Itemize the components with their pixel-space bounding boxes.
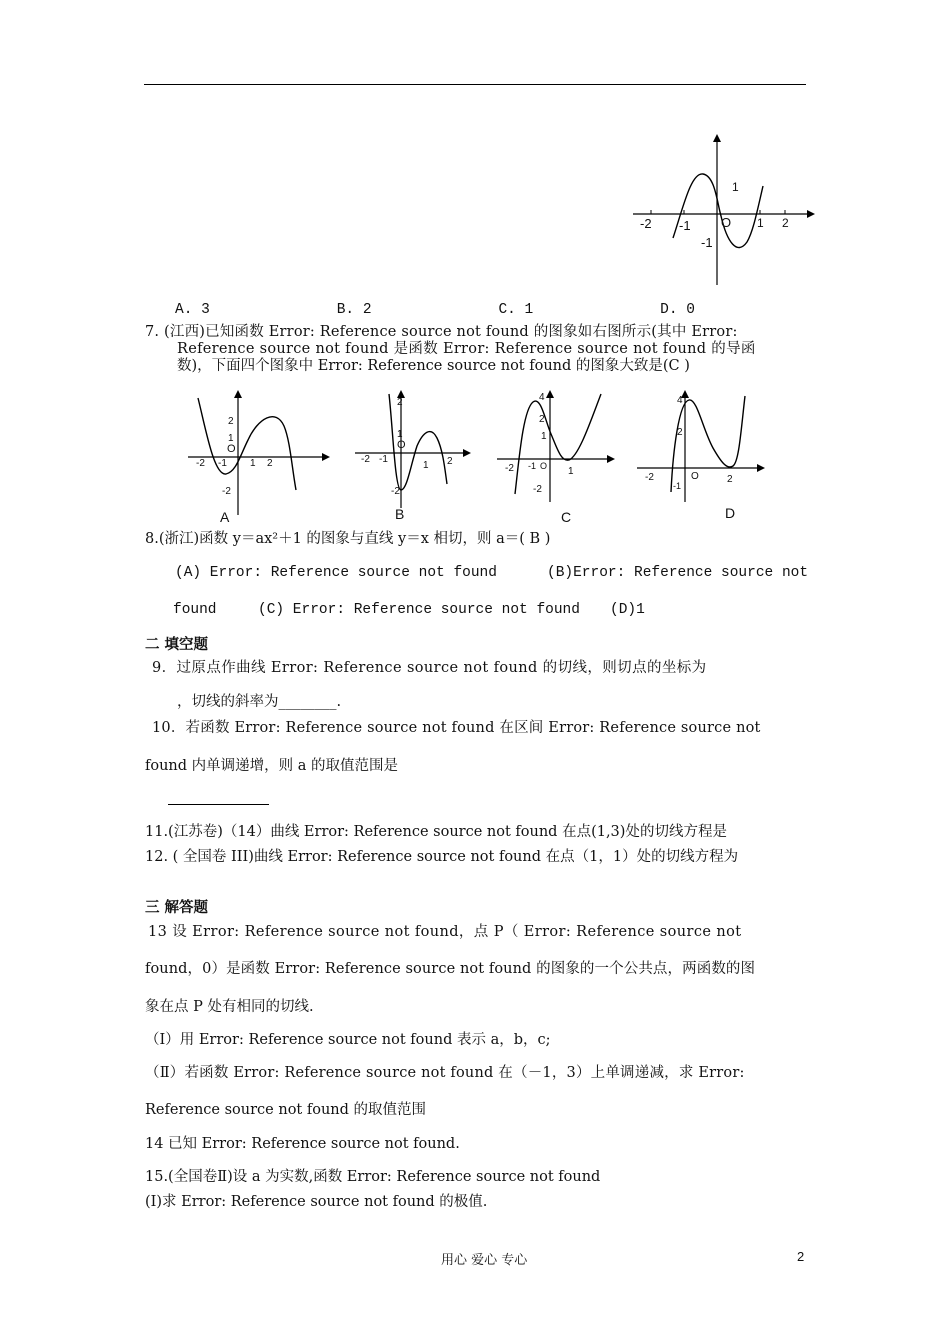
svg-text:2: 2 (539, 414, 545, 425)
q6-option-d[interactable]: D. 0 (660, 302, 695, 318)
q15-line2: (Ⅰ)求 Error: Reference source not found 的极值. (145, 1194, 488, 1210)
q6-option-a[interactable]: A. 3 (175, 302, 210, 318)
q8-option-b-cont: found (173, 602, 217, 618)
svg-text:1: 1 (541, 431, 547, 442)
svg-text:-1: -1 (218, 458, 227, 469)
svg-text:-2: -2 (391, 486, 400, 497)
q13-part2-line1: （Ⅱ）若函数 Error: Reference source not found 在（－1，3）上单调递减，求 Error: (145, 1065, 745, 1081)
top-right-graph (625, 130, 825, 290)
header-rule (144, 84, 806, 85)
q13-part1: （Ⅰ）用 Error: Reference source not found 表示 a，b，c; (145, 1032, 551, 1048)
q15-line1: 15.(全国卷Ⅱ)设 a 为实数,函数 Error: Reference source not found (145, 1169, 601, 1185)
graph-a[interactable] (180, 390, 330, 525)
svg-text:2: 2 (727, 474, 733, 485)
q7-line3: 数)，下面四个图象中 Error: Reference source not found 的图象大致是(C ) (177, 358, 690, 374)
q7-line1: 7. (江西)已知函数 Error: Reference source not found 的图象如右图所示(其中 Error: (145, 324, 738, 340)
q13-line2: found，0）是函数 Error: Reference source not found 的图象的一个公共点，两函数的图 (145, 961, 756, 977)
graph-c-label: C (561, 509, 572, 525)
q10-answer-blank[interactable] (168, 804, 269, 805)
svg-text:-2: -2 (222, 486, 231, 497)
q6-options (175, 302, 695, 318)
tick-2: 2 (782, 216, 789, 230)
svg-text:-2: -2 (645, 472, 654, 483)
tick-1: 1 (757, 216, 764, 230)
tick-neg2: -2 (640, 216, 652, 231)
q6-option-c[interactable]: C. 1 (498, 302, 534, 318)
origin-label: O (721, 215, 732, 230)
section-3-heading: 三 解答题 (145, 899, 209, 916)
graph-b-label: B (395, 506, 405, 522)
svg-text:1: 1 (397, 429, 403, 440)
svg-text:4: 4 (539, 392, 545, 403)
svg-text:-1: -1 (673, 481, 682, 491)
ytick-1: 1 (732, 180, 739, 194)
q8-option-c[interactable]: (C) Error: Reference source not found (258, 602, 580, 618)
graph-d-label: D (725, 505, 736, 521)
svg-text:2: 2 (267, 458, 273, 469)
svg-text:4: 4 (677, 395, 683, 406)
ytick-neg1: -1 (701, 235, 713, 250)
svg-text:O: O (540, 461, 548, 471)
svg-text:2: 2 (677, 427, 683, 438)
svg-text:-2: -2 (361, 454, 370, 465)
svg-text:-1: -1 (528, 461, 537, 471)
q9-line2: ，切线的斜率为________. (177, 694, 342, 710)
svg-text:1: 1 (423, 460, 429, 471)
svg-text:2: 2 (397, 397, 403, 408)
svg-text:-1: -1 (379, 454, 388, 465)
svg-text:2: 2 (447, 456, 453, 467)
q13-line1: 13 设 Error: Reference source not found，点 P（ Error: Reference source not (148, 924, 742, 940)
graph-b[interactable] (353, 390, 503, 525)
tick-neg1: -1 (679, 218, 691, 233)
q6-option-b[interactable]: B. 2 (336, 302, 372, 318)
q8-option-a[interactable]: (A) Error: Reference source not found (175, 565, 497, 581)
q10-line2: found 内单调递增，则 a 的取值范围是 (145, 758, 399, 774)
svg-text:2: 2 (228, 416, 234, 427)
svg-text:1: 1 (250, 458, 256, 469)
graph-a-label: A (220, 509, 230, 525)
q8-option-b[interactable]: (B)Error: Reference source not (547, 565, 809, 581)
q8-option-d[interactable]: (D)1 (610, 602, 645, 618)
svg-text:O: O (227, 443, 236, 455)
svg-text:O: O (397, 439, 406, 451)
q9-line1: 9．过原点作曲线 Error: Reference source not found 的切线，则切点的坐标为 (152, 660, 707, 676)
page-number: 2 (797, 1249, 805, 1264)
svg-text:1: 1 (228, 433, 234, 444)
section-2-heading: 二 填空题 (145, 636, 209, 653)
q13-line3: 象在点 P 处有相同的切线. (145, 999, 314, 1015)
graph-c[interactable] (495, 390, 645, 525)
q8-stem: 8.(浙江)函数 y＝ax²＋1 的图象与直线 y＝x 相切，则 a＝( B ) (145, 531, 551, 547)
q14: 14 已知 Error: Reference source not found. (145, 1136, 460, 1152)
svg-text:1: 1 (568, 466, 574, 477)
q12: 12. ( 全国卷 III)曲线 Error: Reference source not found 在点（1，1）处的切线方程为 (145, 849, 739, 865)
footer-center: 用心 爱心 专心 (441, 1253, 528, 1268)
q10-line1: 10．若函数 Error: Reference source not found 在区间 Error: Reference source not (152, 720, 761, 736)
svg-text:-2: -2 (196, 458, 205, 469)
svg-text:-2: -2 (533, 484, 542, 495)
graph-d[interactable] (635, 390, 785, 525)
q13-part2-line2: Reference source not found 的取值范围 (145, 1102, 427, 1118)
svg-text:-2: -2 (505, 463, 514, 474)
q7-line2: Reference source not found 是函数 Error: Reference source not found 的导函 (177, 341, 756, 357)
q11: 11.(江苏卷)（14）曲线 Error: Reference source not found 在点(1,3)处的切线方程是 (145, 824, 727, 840)
svg-text:O: O (691, 471, 699, 482)
